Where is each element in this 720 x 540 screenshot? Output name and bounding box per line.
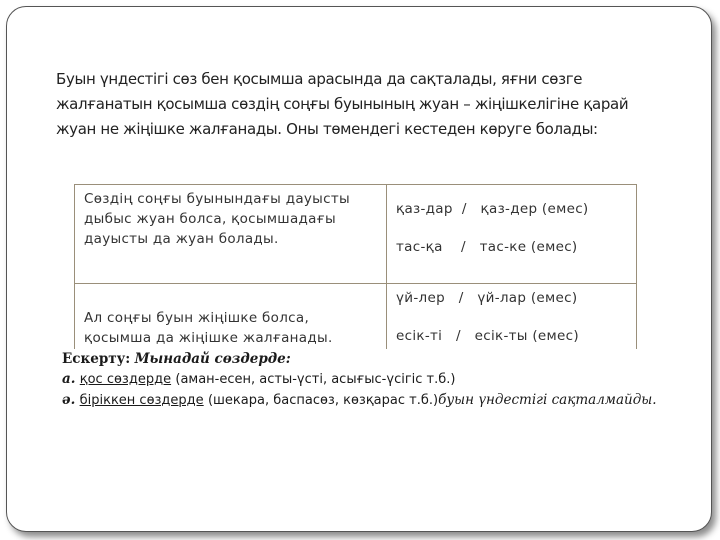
item-examples: (аман-есен, асты-үсті, асығыс-үсігіс т.б.) <box>175 372 456 387</box>
rule-cell: Сөздің соңғы буынындағы дауысты дыбыс жуан болса, қосымшадағы дауысты да жуан болады. <box>75 185 387 284</box>
example-text: қаз-дар / қаз-дер (емес) <box>396 201 589 217</box>
example-text: үй-лер / үй-лар (емес) <box>396 290 578 306</box>
note-block <box>62 349 662 411</box>
example-text: есік-ті / есік-ты (емес) <box>396 328 579 344</box>
item-marker: а. <box>62 371 76 387</box>
item-term: қос сөздерде <box>79 372 172 387</box>
example-text: тас-қа / тас-ке (емес) <box>396 239 578 255</box>
intro-paragraph: Буын үндестігі сөз бен қосымша арасында да сақталады, яғни сөзге жалғанатын қосымша сөздің соңғы буынының жуан – жіңішкелігіне қарай жуан не жіңішке жалғанады. Оны төмендегі кестеден көруге болады: <box>56 70 629 138</box>
item-term: біріккен сөздерде <box>79 393 204 408</box>
item-conclusion: буын үндестігі сақталмайды. <box>438 392 657 408</box>
rule-cell: Ал соңғы буын жіңішке болса, қосымша да жіңішке жалғанады. <box>75 284 387 393</box>
example-cell <box>387 185 637 284</box>
item-examples: (шекара, баспасөз, көзқарас т.б.) <box>207 393 439 408</box>
item-marker: ә. <box>62 392 76 408</box>
note-subtitle: Мынадай сөздерде: <box>134 351 291 367</box>
note-title: Ескерту: <box>62 351 131 367</box>
table-row <box>75 185 637 284</box>
